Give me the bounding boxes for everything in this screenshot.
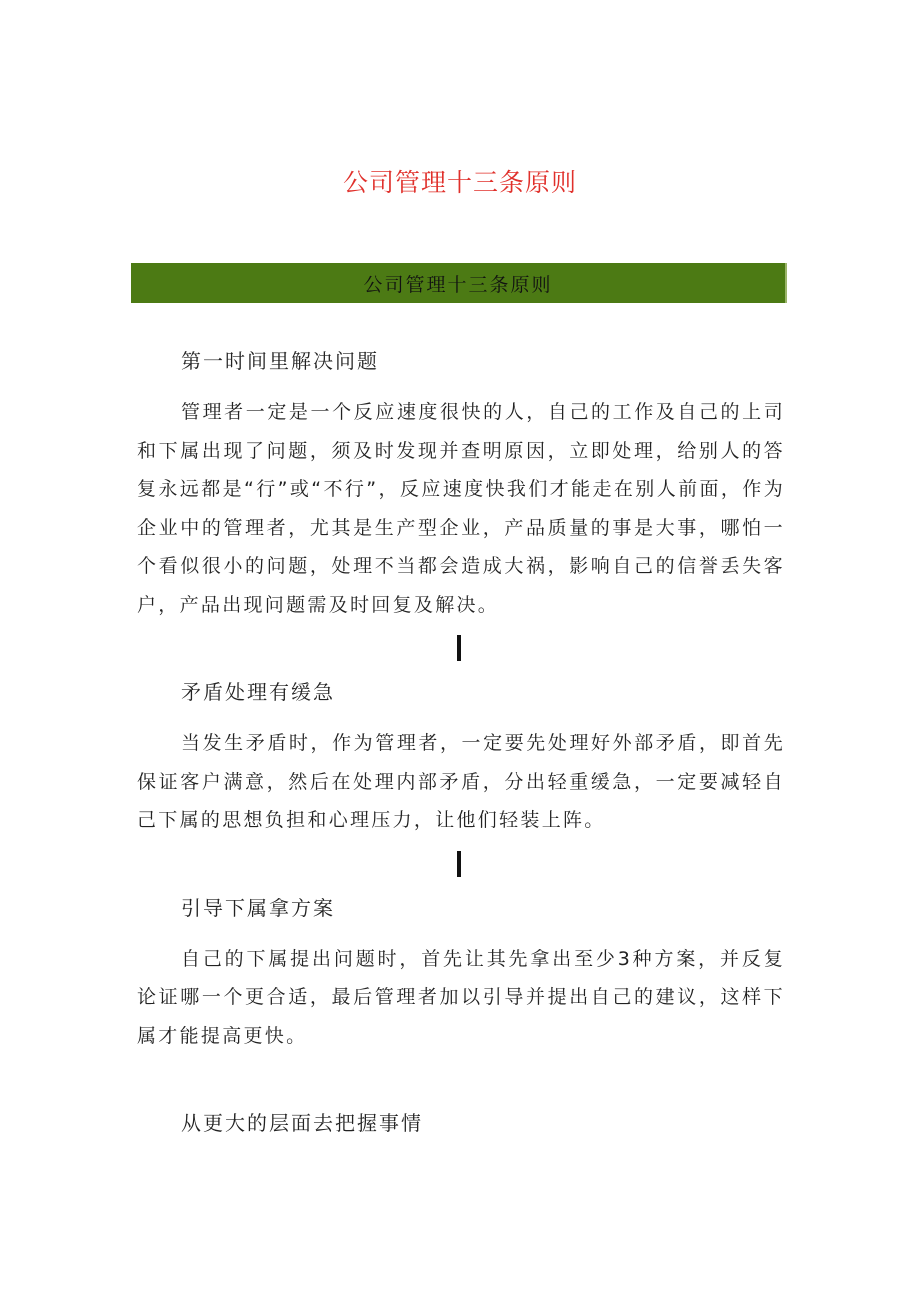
document-title: 公司管理十三条原则 bbox=[342, 168, 577, 197]
section-heading: 矛盾处理有缓急 bbox=[181, 680, 335, 704]
section-body: 当发生矛盾时，作为管理者，一定要先处理好外部矛盾，即首先保证客户满意，然后在处理内部矛盾，分出轻重缓急，一定要减轻自己下属的思想负担和心理压力，让他们轻装上阵。 bbox=[137, 732, 785, 831]
spacer bbox=[137, 926, 785, 940]
spacer bbox=[137, 379, 785, 393]
title-banner bbox=[131, 263, 787, 303]
section-heading: 引导下属拿方案 bbox=[181, 895, 335, 920]
section-4 bbox=[137, 1105, 785, 1141]
cursor-bar-icon bbox=[457, 851, 461, 877]
section-body: 管理者一定是一个反应速度很快的人，自己的工作及自己的上司和下属出现了问题，须及时发现并查明原因，立即处理，给别人的答复永远都是“行”或“不行”，反应速度快我们才能走在别人前面，作为企业中的管理者，尤其是生产型企业，产品质量的事是大事，哪怕一个看似很小的问题，处理不当都会造成大祸，影响自己的信誉丢失客户，产品出现问题需及时回复及解决。 bbox=[137, 401, 785, 616]
text-cursor bbox=[137, 624, 785, 674]
cursor-bar-icon bbox=[457, 635, 461, 661]
section-heading: 从更大的层面去把握事情 bbox=[181, 1111, 423, 1135]
section-heading: 第一时间里解决问题 bbox=[181, 349, 379, 373]
section-3 bbox=[137, 890, 785, 1056]
spacer bbox=[137, 1055, 785, 1105]
banner-text: 公司管理十三条原则 bbox=[363, 273, 553, 296]
section-body: 自己的下属提出问题时，首先让其先拿出至少3种方案，并反复论证哪一个更合适，最后管理者加以引导并提出自己的建议，这样下属才能提高更快。 bbox=[137, 947, 785, 1047]
document-content bbox=[137, 343, 785, 1141]
section-1 bbox=[137, 343, 785, 624]
spacer bbox=[137, 710, 785, 724]
section-2 bbox=[137, 674, 785, 840]
text-cursor bbox=[137, 840, 785, 890]
